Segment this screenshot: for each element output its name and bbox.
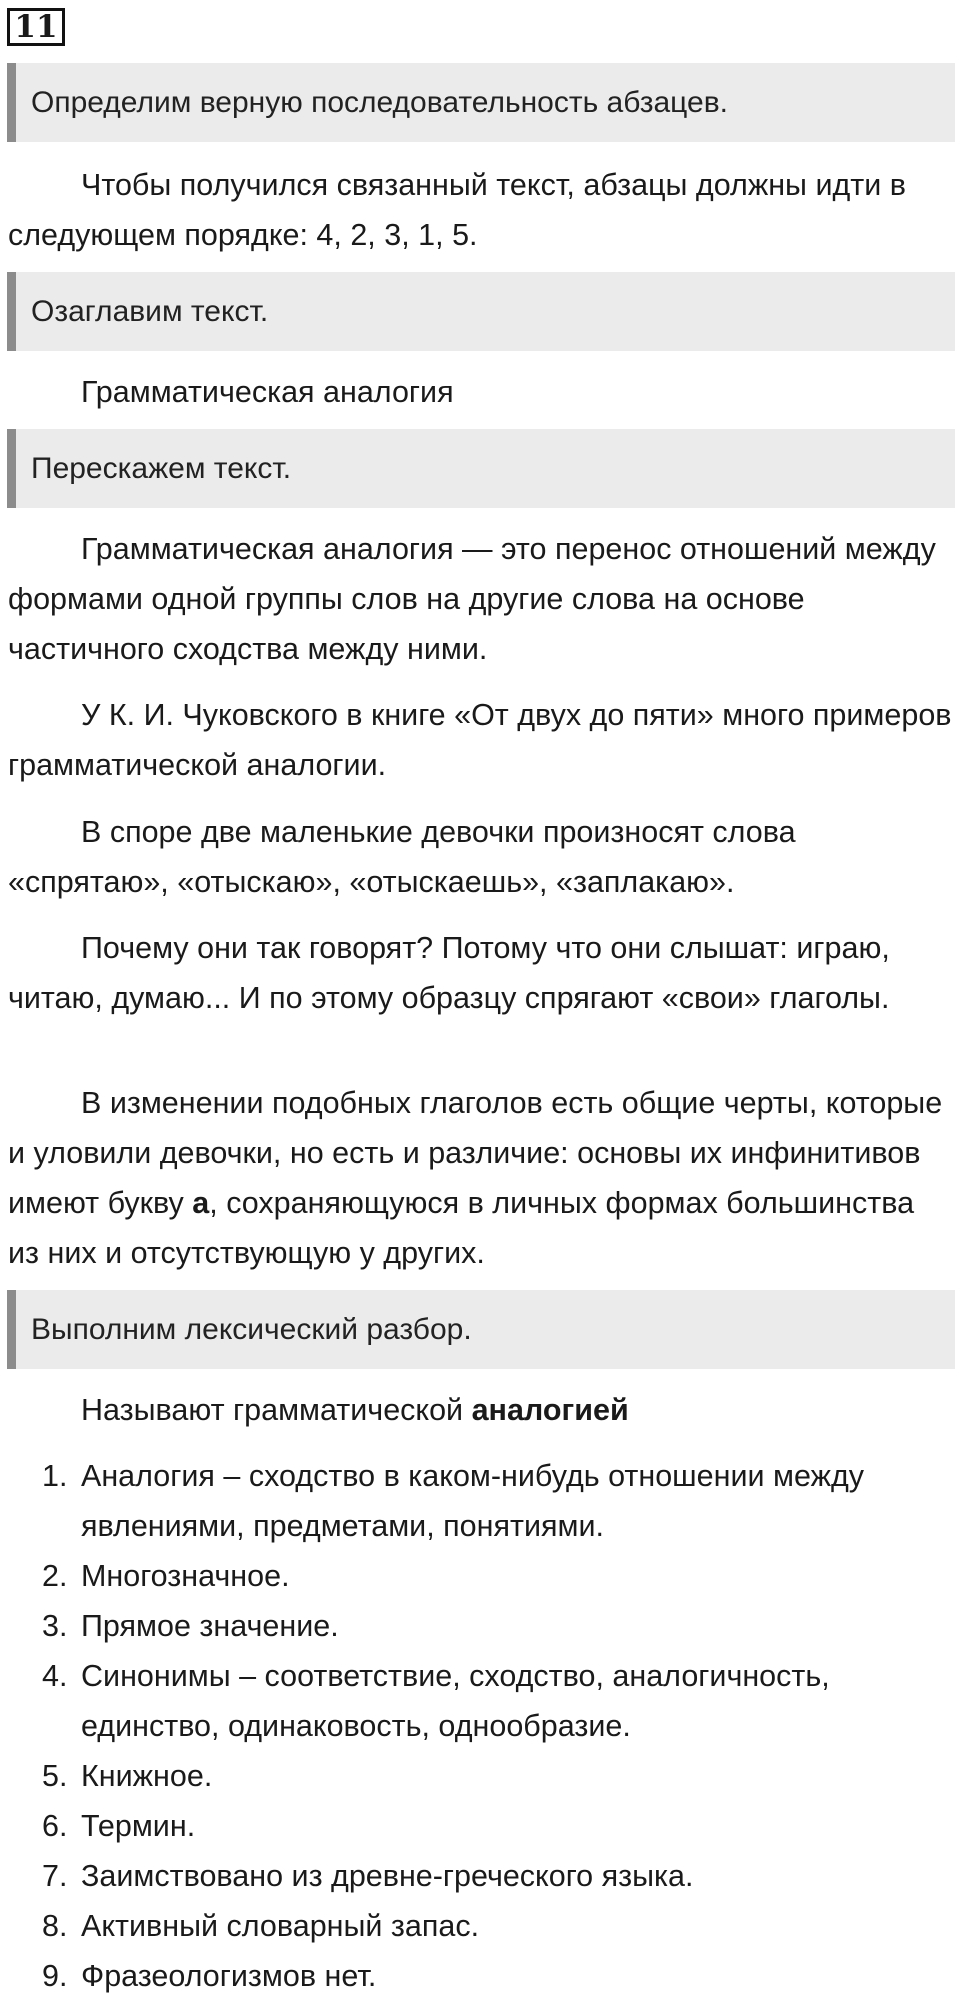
list-item-number: 5. (42, 1759, 68, 1793)
list-item (8, 1551, 952, 1601)
list-item-text: Аналогия – сходство в каком-нибудь отношении между явлениями, предметами, понятиями. (81, 1459, 865, 1543)
list-item-number: 3. (42, 1609, 68, 1643)
list-item-text: Книжное. (81, 1759, 213, 1793)
list-item-number: 9. (42, 1959, 68, 1993)
section-header-retell: Перескажем текст. (7, 429, 955, 508)
lexical-intro-plain: Называют грамматической (81, 1393, 472, 1427)
list-item-text: Прямое значение. (81, 1609, 339, 1643)
list-item (8, 1601, 952, 1651)
retell-paragraph-3: В споре две маленькие девочки произносят слова «спрятаю», «отыскаю», «отыскаешь», «заплакаю». (8, 815, 796, 899)
order-paragraph: Чтобы получился связанный текст, абзацы должны идти в следующем порядке: 4, 2, 3, 1, 5. (8, 168, 906, 252)
retell-paragraph-5-part-1: В изменении подобных глаголов есть общие черты, которые и уловили девочки, но есть и различие: основы их инфинитивов имеют букву (8, 1086, 943, 1220)
list-item-text: Многозначное. (81, 1559, 290, 1593)
retell-paragraph-5-bold-letter: а (192, 1186, 210, 1220)
list-item (8, 1801, 952, 1851)
list-item-number: 8. (42, 1909, 68, 1943)
retell-paragraph-5 (8, 1078, 952, 1278)
retell-paragraph-4: Почему они так говорят? Потому что они слышат: играю, читаю, думаю... И по этому образцу спрягают «свои» глаголы. (8, 931, 890, 1015)
list-item (8, 1751, 952, 1801)
retell-paragraph-2: У К. И. Чуковского в книге «От двух до пяти» много примеров грамматической аналогии. (8, 698, 952, 782)
list-item-number: 4. (42, 1659, 68, 1693)
section-header-title: Озаглавим текст. (7, 272, 955, 351)
list-item-number: 7. (42, 1859, 68, 1893)
list-item-text: Фразеологизмов нет. (81, 1959, 377, 1993)
section-header-order: Определим верную последовательность абзацев. (7, 63, 955, 142)
list-item (8, 1651, 952, 1751)
list-item-number: 1. (42, 1459, 68, 1493)
list-item (8, 1851, 952, 1901)
list-item-number: 6. (42, 1809, 68, 1843)
list-item-text: Активный словарный запас. (81, 1909, 480, 1943)
retell-paragraph-5-part-2: , сохраняющуюся в личных формах большинства из них и отсутствующую у других. (8, 1186, 915, 1270)
list-item-text: Заимствовано из древне-греческого языка. (81, 1859, 694, 1893)
list-item (8, 1451, 952, 1551)
list-item (8, 1901, 952, 1951)
title-paragraph: Грамматическая аналогия (81, 375, 454, 409)
task-number-badge: 11 (7, 8, 65, 46)
section-header-lexical: Выполним лексический разбор. (7, 1290, 955, 1369)
lexical-intro (8, 1385, 952, 1435)
retell-paragraph-1: Грамматическая аналогия — это перенос отношений между формами одной группы слов на другие слова на основе частичного сходства между ними. (8, 532, 936, 666)
list-item-text: Термин. (81, 1809, 196, 1843)
list-item-text: Синонимы – соответствие, сходство, аналогичность, единство, одинаковость, однообразие. (81, 1659, 830, 1743)
list-item-number: 2. (42, 1559, 68, 1593)
lexical-analysis-list (8, 1451, 952, 2001)
lexical-intro-bold: аналогией (471, 1393, 629, 1427)
